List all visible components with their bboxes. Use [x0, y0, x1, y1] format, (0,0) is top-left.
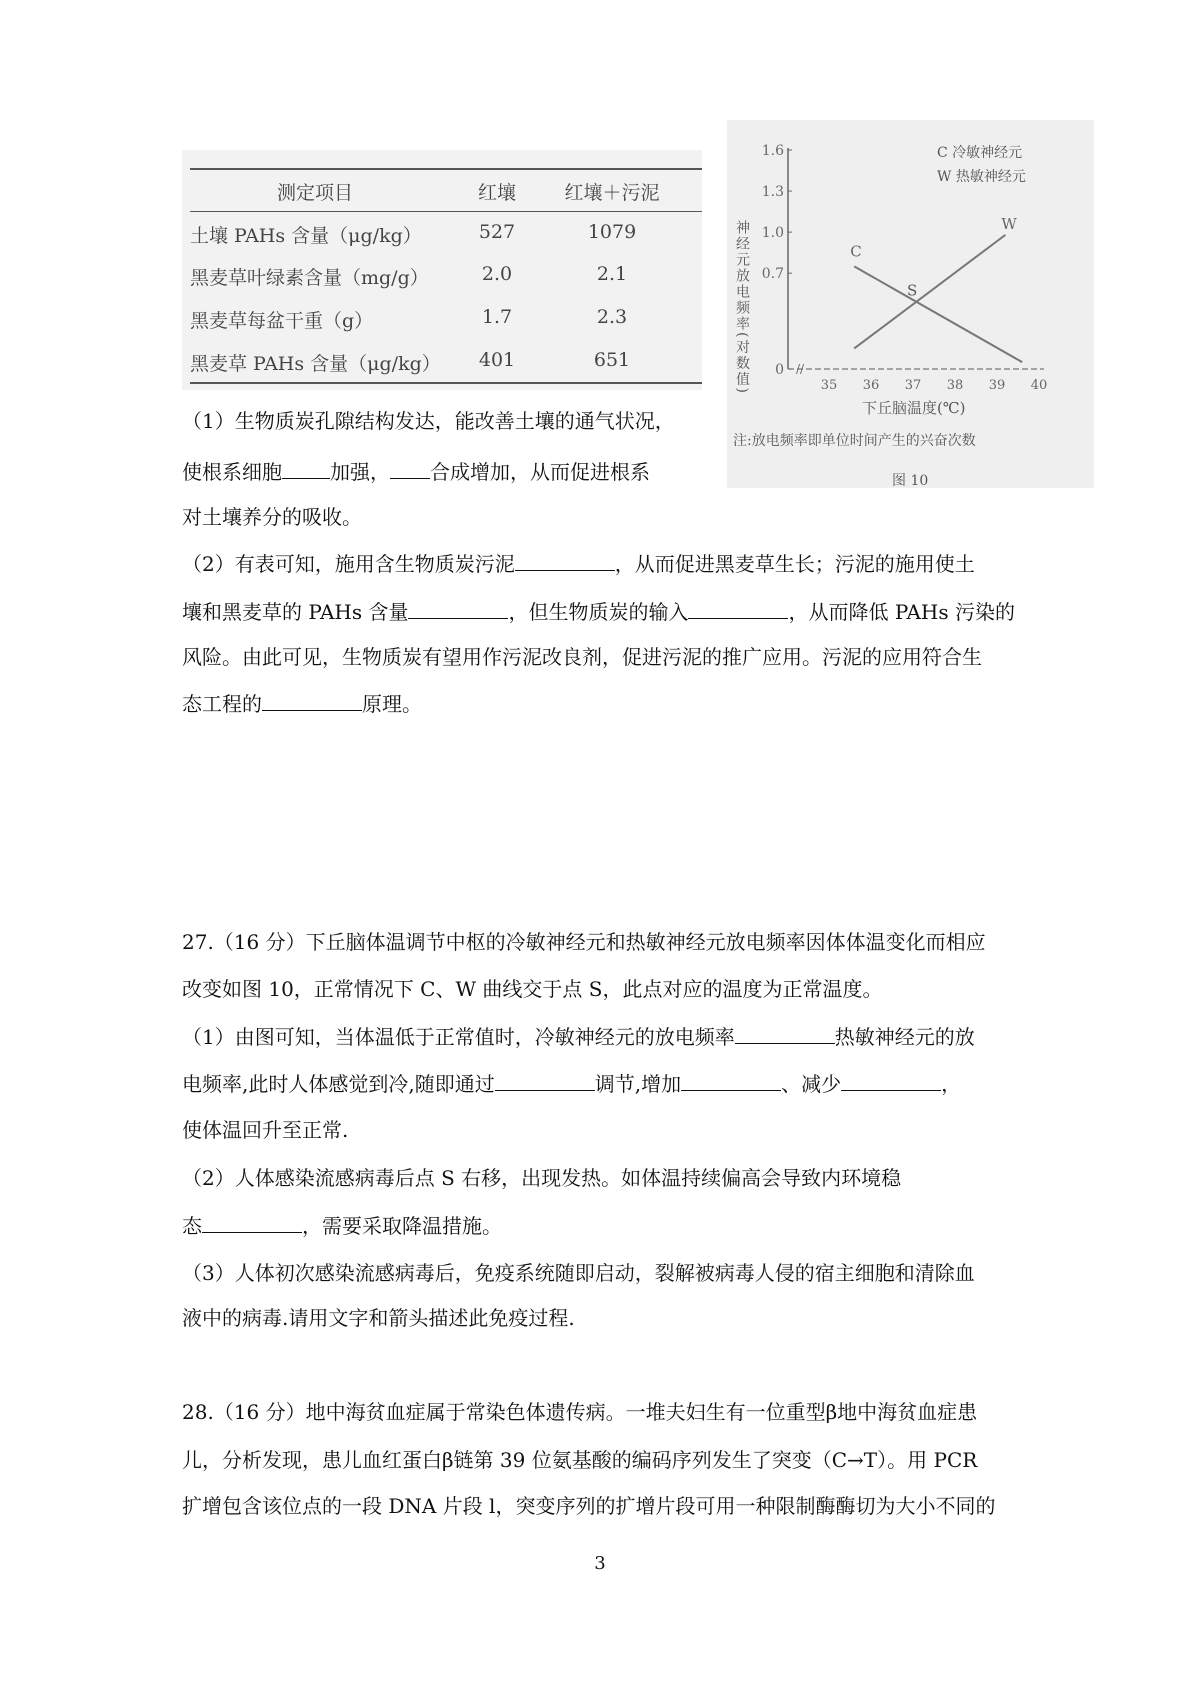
table-cell: 401 [478, 349, 516, 371]
answer-blank[interactable] [681, 1070, 781, 1091]
x-tick-label: 36 [862, 378, 880, 393]
q27-p3-line2: 液中的病毒.请用文字和箭头描述此免疫过程. [182, 1306, 575, 1330]
q27-intro-line2: 改变如图 10，正常情况下 C、W 曲线交于点 S，此点对应的温度为正常温度。 [182, 977, 883, 1001]
q28-line3: 扩增包含该位点的一段 DNA 片段 l，突变序列的扩增片段可用一种限制酶酶切为大小不同的 [182, 1494, 996, 1518]
table-cell: 1079 [587, 221, 637, 243]
y-tick-label: 0.7 [761, 266, 784, 283]
answer-blank[interactable] [495, 1070, 595, 1091]
table-cell: 黑麦草每盆干重（g） [190, 310, 374, 332]
legend-w: W 热敏神经元 [937, 169, 1026, 185]
q26-p2-line1: （2）有表可知，施用含生物质炭污泥 ，从而促进黑麦草生长；污泥的施用使土 [182, 552, 975, 576]
chart-note: 注:放电频率即单位时间产生的兴奋次数 [733, 433, 976, 449]
table-cell: 黑麦草叶绿素含量（mg/g） [190, 267, 429, 289]
answer-blank[interactable] [390, 458, 430, 479]
header-cell: 红壤 [477, 182, 516, 204]
table-cell: 2.1 [596, 263, 628, 285]
table-cell: 527 [478, 221, 516, 243]
axis-break-mark: // [796, 362, 805, 376]
table-cell: 土壤 PAHs 含量（μg/kg） [190, 225, 422, 247]
y-axis-label: 神经元放电频率(对数值) [734, 220, 750, 395]
table-cell: 2.0 [481, 263, 513, 285]
q27-p2-line2: 态 ，需要采取降温措施。 [182, 1214, 502, 1238]
y-tick-label: 1.6 [761, 143, 784, 159]
x-tick-label: 40 [1030, 378, 1048, 393]
y-tick-label: 1.0 [761, 225, 784, 242]
table-row [182, 349, 702, 379]
q27-p1-line2: 电频率,此时人体感觉到冷,随即通过 调节,增加 、减少 ， [182, 1072, 962, 1096]
q26-p2-line2: 壤和黑麦草的 PAHs 含量 ，但生物质炭的输入 ，从而降低 PAHs 污染的 [182, 600, 1015, 624]
q26-p1-line3: 对土壤养分的吸收。 [182, 505, 362, 529]
table-cell: 1.7 [481, 306, 513, 328]
x-tick-label: 39 [988, 378, 1006, 393]
series-label-w: W [1001, 214, 1017, 233]
header-cell: 红壤＋污泥 [564, 182, 660, 204]
q27-p1-line1: （1）由图可知，当体温低于正常值时，冷敏神经元的放电频率 热敏神经元的放 [182, 1025, 975, 1049]
answer-blank[interactable] [262, 690, 362, 711]
x-tick-label: 38 [946, 378, 964, 393]
q26-p1-line1: （1）生物质炭孔隙结构发达，能改善土壤的通气状况， [182, 409, 675, 433]
q27-intro-line1: 27.（16 分）下丘脑体温调节中枢的冷敏神经元和热敏神经元放电频率因体体温变化而相应 [182, 930, 986, 954]
table-top-rule [190, 168, 702, 170]
series-label-c: C [850, 242, 862, 261]
table-header-rule [190, 211, 702, 212]
answer-blank[interactable] [841, 1070, 941, 1091]
q28-line2: 儿，分析发现，患儿血红蛋白β链第 39 位氨基酸的编码序列发生了突变（C→T）。用 PCR [182, 1448, 978, 1472]
intersection-label-s: S [907, 281, 918, 300]
series-line-w [854, 235, 1005, 349]
q27-p2-line1: （2）人体感染流感病毒后点 S 右移，出现发热。如体温持续偏高会导致内环境稳 [182, 1166, 902, 1190]
q26-p2-line4: 态工程的 原理。 [182, 692, 422, 716]
answer-blank[interactable] [282, 458, 330, 479]
answer-blank[interactable] [408, 598, 508, 619]
y-tick-label: 1.3 [761, 184, 784, 201]
figure-10-chart [727, 120, 1094, 488]
table-cell: 2.3 [596, 306, 628, 328]
table-cell: 651 [593, 349, 631, 371]
answer-blank[interactable] [735, 1023, 835, 1044]
legend-c: C 冷敏神经元 [937, 145, 1023, 161]
table-bottom-rule [190, 382, 702, 384]
answer-blank[interactable] [202, 1212, 302, 1233]
q28-line1: 28.（16 分）地中海贫血症属于常染色体遗传病。一堆夫妇生有一位重型β地中海贫血症患 [182, 1400, 978, 1424]
table-row [182, 306, 702, 336]
header-cell: 测定项目 [277, 182, 354, 204]
figure-caption: 图 10 [892, 473, 929, 489]
data-table [182, 150, 702, 390]
q26-p2-line3: 风险。由此可见，生物质炭有望用作污泥改良剂，促进污泥的推广应用。污泥的应用符合生 [182, 645, 982, 669]
q27-p3-line1: （3）人体初次感染流感病毒后，免疫系统随即启动，裂解被病毒人侵的宿主细胞和清除血 [182, 1261, 975, 1285]
y-tick-label: 0 [775, 362, 784, 378]
series-line-c [854, 266, 1022, 362]
table-row [182, 221, 702, 251]
x-tick-label: 35 [820, 378, 838, 393]
x-tick-label: 37 [904, 378, 922, 393]
table-cell: 黑麦草 PAHs 含量（μg/kg） [190, 353, 441, 375]
answer-blank[interactable] [688, 598, 788, 619]
q27-p1-line3: 使体温回升至正常. [182, 1118, 349, 1142]
page-number: 3 [594, 1553, 606, 1574]
table-row [182, 263, 702, 293]
answer-blank[interactable] [515, 550, 615, 571]
x-axis-label: 下丘脑温度(℃) [862, 399, 966, 417]
q26-p1-line2: 使根系细胞 加强， 合成增加，从而促进根系 [182, 460, 650, 484]
table-header-row [182, 178, 702, 208]
